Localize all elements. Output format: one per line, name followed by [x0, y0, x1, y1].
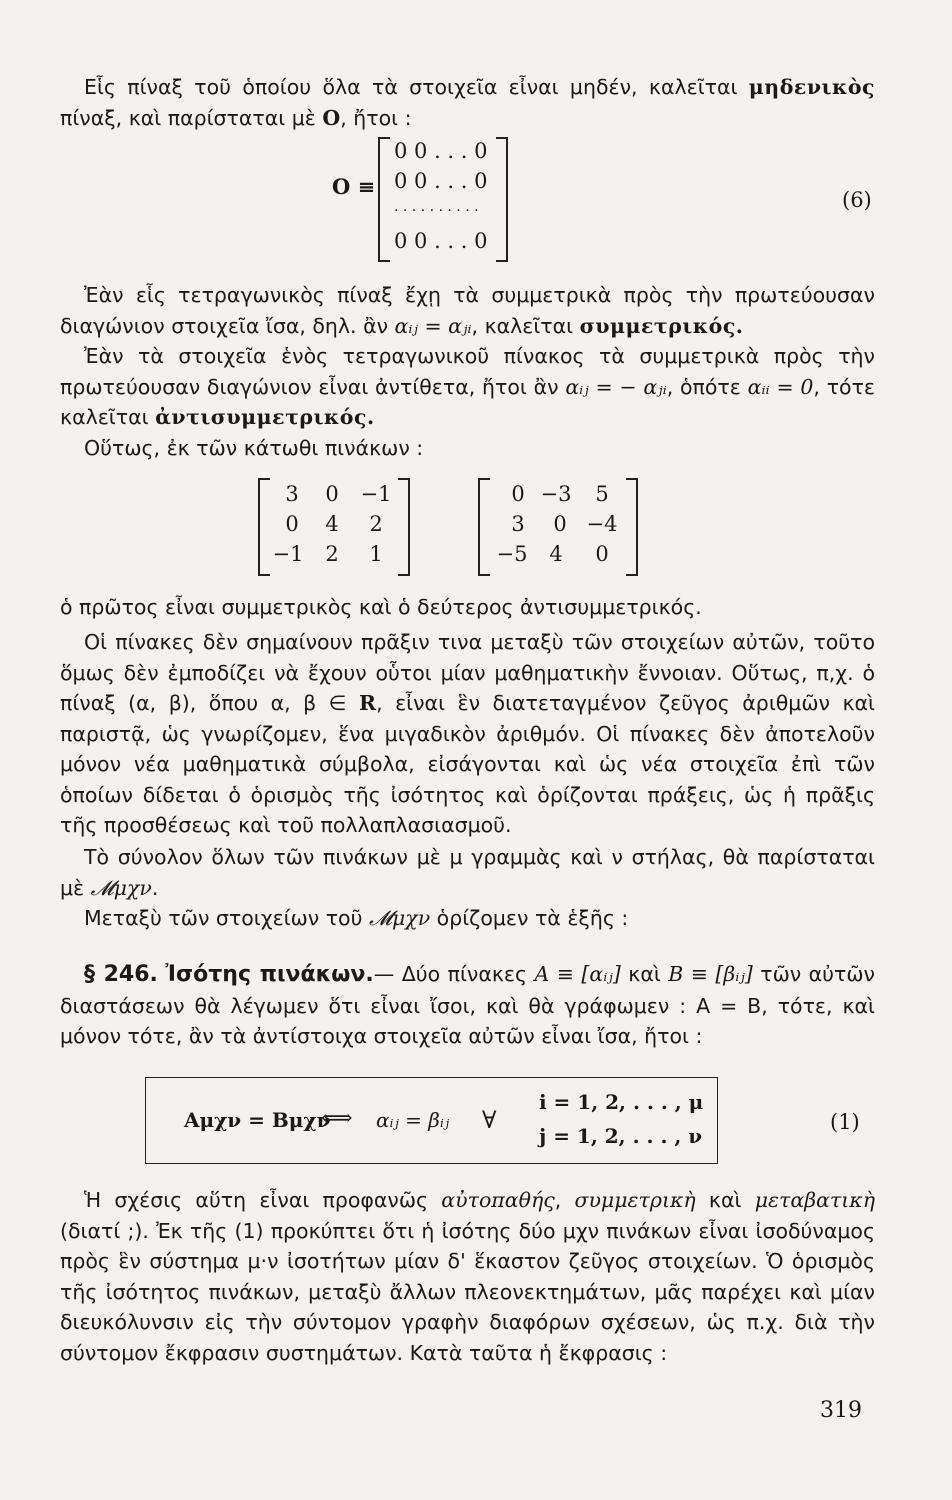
text: , ὁπότε	[666, 374, 748, 399]
text: Ἐὰν εἷς τετραγωνικὸς πίναξ ἔχῃ τὰ συμμετρικὰ πρὸς τὴν πρωτεύουσαν διαγώνιον στοιχεῖα ἴσα, δηλ. ἂν	[60, 283, 875, 338]
antisymmetric-matrix	[478, 478, 638, 576]
text: ὁρίζομεν τὰ ἑξῆς :	[430, 906, 629, 930]
paragraph-example-intro: Οὕτως, ἐκ τῶν κάτωθι πινάκων :	[84, 436, 424, 460]
text: Ἡ σχέσις αὕτη εἶναι προφανῶς	[84, 1188, 442, 1212]
text: — Δύο πίνακες	[373, 962, 535, 986]
text: Ἐὰν τὰ στοιχεῖα ἑνὸς τετραγωνικοῦ πίνακος τὰ συμμετρικὰ πρὸς τὴν πρωτεύουσαν διαγώνιον εἶναι ἀντίθετα, ἤτοι ἂν	[60, 344, 875, 399]
matrix-row: 0 0 . . . 0	[394, 229, 488, 253]
matrix-cell: −5	[496, 542, 528, 566]
matrix-row	[478, 482, 638, 512]
matrix-cell: 0	[285, 512, 299, 536]
term-zero: μηδενικὸς	[748, 75, 875, 99]
matrix-row: 0 0 . . . 0	[394, 139, 488, 163]
text: .	[151, 875, 159, 900]
matrix-row	[478, 512, 638, 542]
zero-matrix	[378, 137, 508, 262]
text: (διατί ;). Ἐκ τῆς (1) προκύπτει ὅτι ἡ ἰσότης δύο μχν πινάκων εἶναι ἰσοδύναμος πρὸς ἓν σύστημα μ·ν ἰσοτήτων μίαν δ' ἕκαστον ζεῦγος στοιχείων. Ὁ ὁρισμὸς τῆς ἰσότητος πινάκων, μεταξὺ ἄλλων πλεονεκτημάτων, μᾶς παρέχει καὶ μίαν διευκόλυνσιν εἰς τὴν σύντομον γραφὴν διαφόρων σχέσεων, ὡς π.χ. διὰ τὴν σύντομον ἔκφρασιν συστημάτων. Κατὰ ταῦτα ἡ ἔκφρασις :	[60, 1218, 875, 1365]
paragraph-set-definition	[60, 842, 875, 903]
boxed-equation	[145, 1077, 718, 1164]
set-m: 𝓜μχν	[90, 875, 152, 900]
matrix-row	[258, 542, 410, 572]
formula: αᵢⱼ = αⱼᵢ	[394, 313, 472, 338]
term-reflexive: αὐτοπαθής	[441, 1188, 555, 1212]
matrix-cell: 0	[511, 482, 525, 506]
text: , καλεῖται	[471, 313, 580, 338]
paragraph-define-intro	[60, 903, 875, 934]
matrix-cell: 1	[369, 542, 383, 566]
text: καὶ	[620, 962, 669, 986]
section-title: Ἰσότης πινάκων.	[165, 962, 374, 987]
matrix-cell: −3	[540, 482, 572, 506]
matrix-cell: 0	[595, 542, 609, 566]
matrix-cell: 3	[511, 512, 525, 536]
matrix-cell: −1	[360, 482, 392, 506]
set-r: R	[359, 691, 377, 715]
formula: B ≡ [βᵢⱼ]	[668, 962, 753, 986]
text: Τὸ σύνολον ὅλων τῶν πινάκων μὲ μ γραμμὰς καὶ ν στήλας, θὰ παρίσταται μὲ	[60, 845, 875, 900]
matrix-cell: 0	[553, 512, 567, 536]
matrix-cell: 3	[285, 482, 299, 506]
symmetric-matrix	[258, 478, 410, 576]
equation-lhs: Aμχν = Bμχν	[184, 1108, 331, 1132]
matrix-row	[478, 542, 638, 572]
matrix-cell: −4	[586, 512, 618, 536]
formula: A ≡ [αᵢⱼ]	[534, 962, 621, 986]
formula: αᵢⱼ = − αⱼᵢ	[565, 374, 667, 399]
text: Μεταξὺ τῶν στοιχείων τοῦ	[84, 906, 369, 930]
matrix-row: . . . . . . . . . .	[394, 199, 479, 215]
matrix-cell: 2	[325, 542, 339, 566]
matrix-cell: 4	[325, 512, 339, 536]
bracket-left	[378, 137, 390, 262]
section-246	[60, 959, 875, 1052]
matrix-cell: 2	[369, 512, 383, 536]
condition-j: j = 1, 2, . . . , ν	[539, 1124, 703, 1148]
term-antisymmetric: ἀντισυμμετρικός.	[155, 405, 375, 429]
matrix-cell: 5	[595, 482, 609, 506]
matrix-cell: −1	[272, 542, 304, 566]
paragraph-antisymmetric	[60, 341, 875, 433]
equation-label-6: (6)	[842, 188, 872, 212]
text: τῶν αὐτῶν διαστάσεων θὰ λέγωμεν ὅτι εἶναι ἴσοι, καὶ θὰ γράφωμεν : A = B, τότε, καὶ μόνον τότε, ἂν τὰ ἀντίστοιχα στοιχεῖα αὐτῶν εἶναι ἴσα, ἤτοι :	[60, 962, 875, 1048]
paragraph-example-result: ὁ πρῶτος εἶναι συμμετρικὸς καὶ ὁ δεύτερος ἀντισυμμετρικός.	[60, 595, 702, 619]
forall-symbol: ∀	[482, 1106, 497, 1134]
paragraph-zero-matrix	[60, 72, 875, 133]
text: , ἤτοι :	[340, 105, 412, 130]
term-symmetric: συμμετρικός.	[579, 313, 744, 338]
equation-mid: αᵢⱼ = βᵢⱼ	[376, 1108, 450, 1132]
text: καὶ	[695, 1188, 755, 1212]
text: ,	[554, 1188, 575, 1212]
text: Εἷς πίναξ τοῦ ὁποίου ὅλα τὰ στοιχεῖα εἶναι μηδέν, καλεῖται	[84, 75, 749, 99]
condition-i: i = 1, 2, . . . , μ	[539, 1090, 704, 1114]
matrix-cell: 4	[549, 542, 563, 566]
equivalence-arrow: ⟺	[321, 1106, 353, 1131]
page-number: 319	[820, 1398, 862, 1423]
formula: αᵢᵢ = 0	[747, 374, 814, 399]
equation-label-1: (1)	[830, 1110, 860, 1134]
zero-matrix-lhs: O ≡	[332, 174, 376, 199]
set-m: 𝓜μχν	[368, 906, 431, 930]
matrix-cell: 0	[325, 482, 339, 506]
paragraph-properties	[60, 1185, 875, 1368]
matrix-row	[258, 482, 410, 512]
term-symmetric-rel: συμμετρικὴ	[574, 1188, 696, 1212]
text: Οἱ πίνακες δὲν σημαίνουν πρᾶξιν τινα μεταξὺ τῶν στοιχείων αὐτῶν, τοῦτο ὅμως δὲν ἐμποδίζει νὰ ἔχουν οὗτοι μίαν μαθηματικὴν ἔννοιαν. Οὕτως, π,χ. ὁ πίναξ (α, β), ὅπου α, β ∈	[60, 630, 875, 715]
text: , εἶναι ἓν διατεταγμένον ζεῦγος ἀριθμῶν καὶ παριστᾷ, ὡς γνωρίζομεν, ἕνα μιγαδικὸν ἀριθμόν. Οἱ πίνακες δὲν ἀποτελοῦν μόνον νέα μαθηματικὰ σύμβολα, εἰσάγονται καὶ ὡς νέα στοιχεῖα ἐπὶ τῶν ὁποίων δίδεται ὁ ὁρισμὸς τῆς ἰσότητος καὶ ὁρίζονται πράξεις, ὡς ἡ πρᾶξις τῆς προσθέσεως καὶ τοῦ πολλαπλασιασμοῦ.	[60, 691, 875, 837]
paragraph-meaning	[60, 627, 875, 841]
text: , τότε καλεῖται	[60, 374, 876, 429]
symbol-o: O	[322, 105, 341, 130]
term-transitive: μεταβατικὴ	[754, 1188, 875, 1212]
paragraph-symmetric	[60, 280, 875, 341]
matrix-row: 0 0 . . . 0	[394, 169, 488, 193]
matrix-row	[258, 512, 410, 542]
section-number: § 246.	[84, 962, 158, 987]
text: πίναξ, καὶ παρίσταται μὲ	[60, 105, 323, 130]
